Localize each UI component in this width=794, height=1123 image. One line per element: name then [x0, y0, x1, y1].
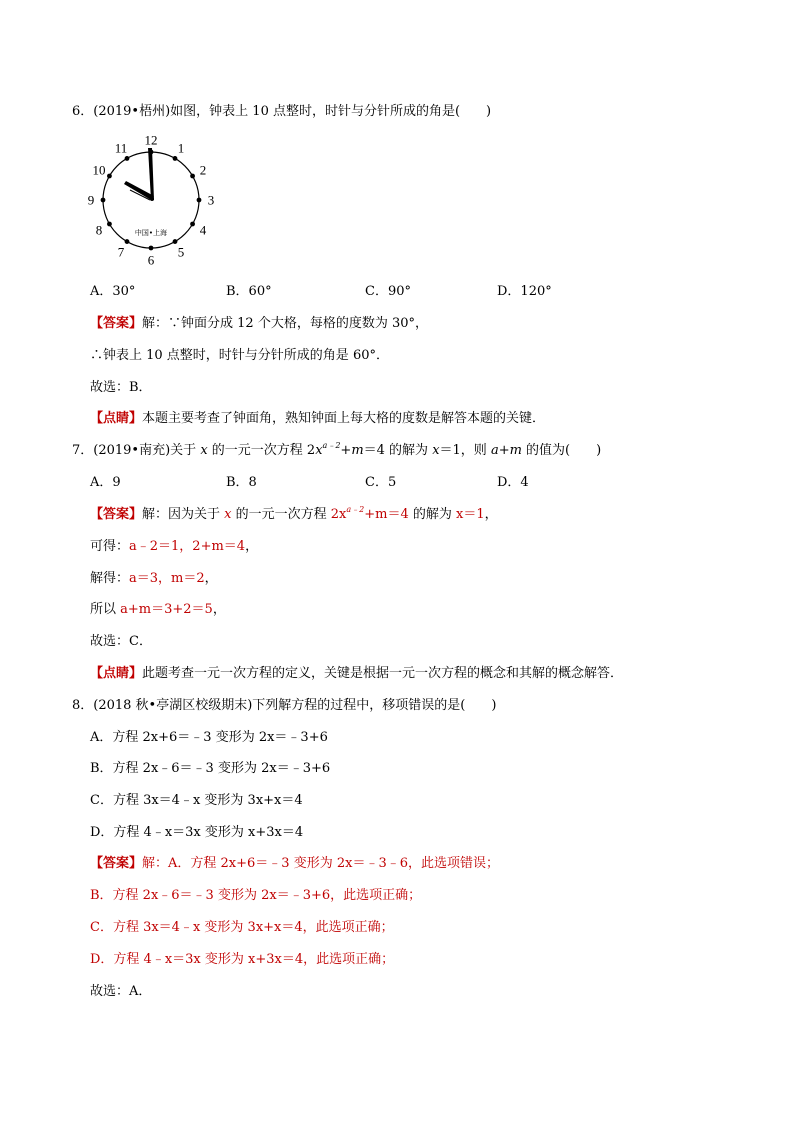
q6-answer-line-3: 故选：B．: [90, 380, 152, 395]
q7-comment-text: 此题考查一元一次方程的定义，关键是根据一元一次方程的概念和其解的概念解答．: [142, 666, 624, 681]
q7-answer-text: 所以: [90, 602, 121, 617]
q7-stem-part: +: [340, 443, 352, 458]
clock-number: 3: [207, 192, 215, 208]
clock-number: 5: [177, 244, 185, 260]
clock-dot: [125, 239, 130, 244]
clock-center: [150, 197, 154, 201]
clock-number: 8: [95, 222, 103, 238]
q7-answer-line-3: [90, 570, 218, 588]
clock-figure: [84, 128, 224, 268]
q7-answer-text: 可得：: [90, 539, 130, 554]
q7-stem-part: ＝1，则: [439, 443, 491, 458]
clock-number: 11: [114, 140, 128, 156]
q7-answer-eq: +m＝4: [364, 507, 409, 522]
clock-dot: [107, 222, 112, 227]
q8-answer-line-4: D．方程 4﹣x＝3x 变形为 x+3x＝4，此选项正确；: [90, 952, 395, 967]
q6-stem: 6．(2019•梧州)如图，钟表上 10 点整时，时针与分针所成的角是( ): [72, 104, 492, 119]
clock-dot: [173, 156, 178, 161]
clock-dot: [197, 198, 202, 203]
q7-stem-exponent: a﹣2: [322, 440, 341, 450]
clock-hour-hand: [124, 181, 154, 200]
q7-comment-tag: 【点睛】: [90, 666, 143, 681]
clock-dot: [107, 174, 112, 179]
q8-answer-line-2: B．方程 2x﹣6＝﹣3 变形为 2x＝﹣3+6，此选项正确；: [90, 888, 422, 903]
clock-dot: [149, 246, 154, 251]
clock-minute-hand: [148, 148, 154, 200]
q7-answer-text: 解：因为关于: [142, 507, 225, 522]
clock-brand-label: 中国•上海: [134, 229, 168, 237]
q7-option-c: C．5: [365, 475, 397, 490]
q7-answer-text: ，: [245, 539, 259, 554]
q6-option-a: A．30°: [90, 284, 136, 299]
q7-stem-part: ＝4 的解为: [363, 443, 433, 458]
clock-number: 9: [87, 192, 95, 208]
q8-option-d: D．方程 4﹣x＝3x 变形为 x+3x＝4: [90, 825, 304, 840]
q7-answer-tag: 【答案】: [90, 507, 143, 522]
q7-answer-exponent: a﹣2: [346, 504, 365, 514]
clock-number: 6: [147, 252, 155, 268]
q8-option-a: A．方程 2x+6＝﹣3 变形为 2x＝﹣3+6: [90, 730, 328, 745]
q7-answer-text: ，: [204, 571, 218, 586]
q6-option-c: C．90°: [365, 284, 411, 299]
q6-option-b: B．60°: [226, 284, 272, 299]
q7-stem-var: x: [200, 443, 208, 458]
clock-number: 4: [199, 222, 207, 238]
clock-number: 10: [92, 162, 106, 178]
q6-answer-tag: 【答案】: [90, 316, 143, 331]
clock-number: 1: [177, 140, 185, 156]
q7-stem-var: m: [351, 443, 364, 458]
q6-option-d: D．120°: [497, 284, 552, 299]
clock-number: 2: [199, 162, 207, 178]
clock-dot: [190, 174, 195, 179]
q7-option-a: A．9: [90, 475, 121, 490]
q7-answer-text: ，: [212, 602, 226, 617]
clock-number: 12: [144, 132, 158, 148]
q7-answer-text: 解得：: [90, 571, 130, 586]
q7-answer-text: 的一元一次方程: [231, 507, 331, 522]
q6-comment-text: 本题主要考查了钟面角，熟知钟面上每大格的度数是解答本题的关键．: [142, 411, 546, 426]
q7-stem-part: 7．(2019•南充)关于: [72, 443, 201, 458]
q6-comment: [90, 410, 545, 428]
clock-dot: [101, 198, 106, 203]
q7-answer-eq: a+m＝3+2＝5: [120, 602, 213, 617]
q7-stem-part: 的值为( ): [521, 443, 602, 458]
clock-dot: [173, 239, 178, 244]
q7-answer-line-5: 故选：C．: [90, 634, 152, 649]
q6-answer-line-1: [90, 315, 428, 333]
q8-answer-line-1: [90, 855, 499, 873]
q7-answer-eq: x＝1: [456, 507, 485, 522]
q7-answer-eq: 2x: [330, 507, 347, 522]
q6-answer-text-1: 解：∵钟面分成 12 个大格，每格的度数为 30°，: [142, 316, 428, 331]
q8-answer-text-1: 解：A．方程 2x+6＝﹣3 变形为 2x＝﹣3﹣6，此选项错误；: [142, 856, 499, 871]
clock-dot: [190, 222, 195, 227]
q7-comment: [90, 665, 623, 683]
q7-stem-var: x: [315, 443, 323, 458]
q8-answer-line-3: C．方程 3x＝4﹣x 变形为 3x+x＝4，此选项正确；: [90, 920, 394, 935]
q7-answer-eq: a＝3，m＝2: [129, 571, 205, 586]
q6-answer-line-2: ∴钟表上 10 点整时，时针与分针所成的角是 60°．: [90, 348, 389, 363]
q7-answer-var: x: [224, 507, 232, 522]
q8-option-c: C．方程 3x＝4﹣x 变形为 3x+x＝4: [90, 793, 303, 808]
q7-stem-var: a+m: [490, 443, 522, 458]
q7-stem-part: 的一元一次方程 2: [207, 443, 316, 458]
clock-number: 7: [117, 244, 125, 260]
q8-option-b: B．方程 2x﹣6＝﹣3 变形为 2x＝﹣3+6: [90, 761, 331, 776]
q7-answer-eq: a﹣2＝1，2+m＝4: [129, 539, 246, 554]
q7-option-b: B．8: [226, 475, 257, 490]
q7-answer-text: 的解为: [408, 507, 456, 522]
q7-answer-line-2: [90, 538, 258, 556]
q7-answer-line-4: [90, 601, 226, 619]
clock-dot: [125, 156, 130, 161]
q6-comment-tag: 【点睛】: [90, 411, 143, 426]
q8-answer-tag: 【答案】: [90, 856, 143, 871]
q7-answer-text: ，: [484, 507, 498, 522]
q7-answer-line-1: [90, 506, 498, 524]
q8-answer-line-5: 故选：A．: [90, 984, 152, 999]
q7-stem: [72, 442, 601, 460]
q7-stem-var: x: [432, 443, 440, 458]
q7-option-d: D．4: [497, 475, 529, 490]
q8-stem: 8．(2018 秋•亭湖区校级期末)下列解方程的过程中，移项错误的是( ): [72, 698, 497, 713]
